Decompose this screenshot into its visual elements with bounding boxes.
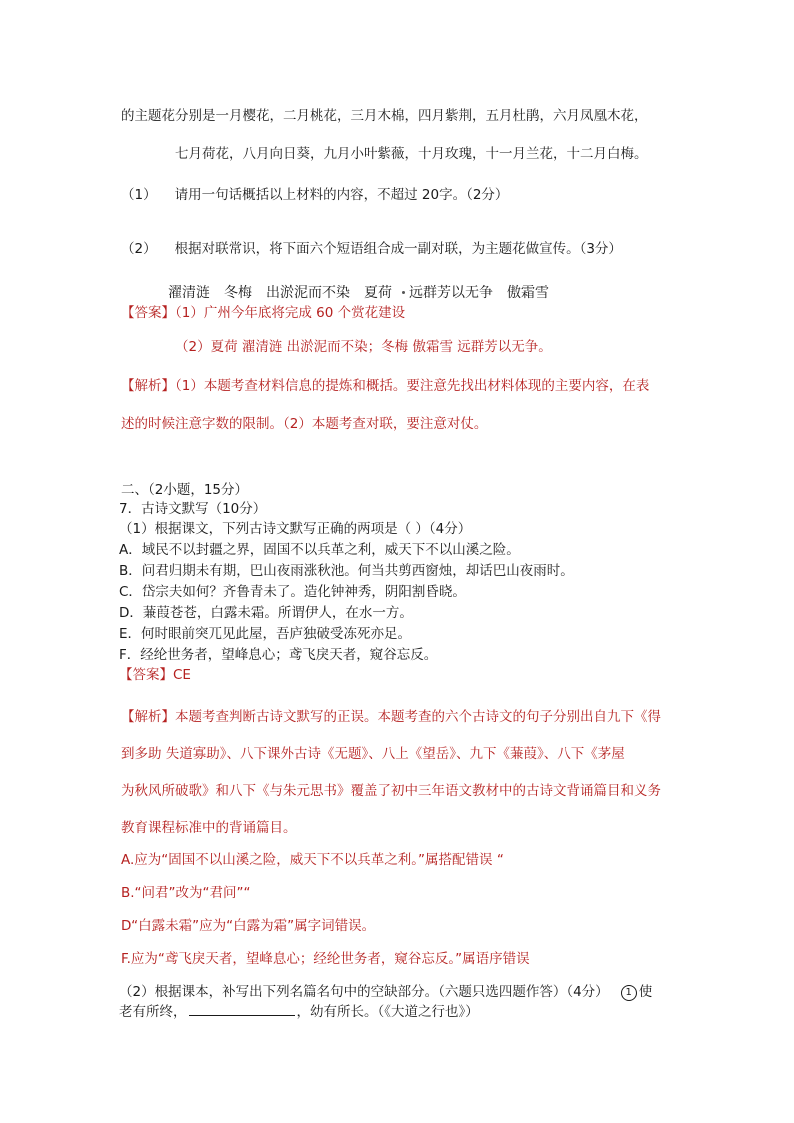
phrase: 夏荷 [364,285,392,301]
analysis-1-text-1: （1）本题考查材料信息的提炼和概括。要注意先找出材料体现的主要内容，在表 [175,378,650,394]
question-7-title: 7．古诗文默写（10分） [119,501,267,517]
question-1-number: （1） [121,187,157,203]
analysis-tag: 【解析】 [121,709,175,725]
analysis-2-line-3: 为秋风所破歌》和八下《与朱元思书》覆盖了初中三年语文教材中的古诗文背诵篇目和义务 [121,783,661,799]
fill-blank-prefix: 老有所终， [119,1004,187,1020]
question-7-2 [119,983,652,1001]
answer-2-value: CE [173,667,191,683]
question-2-number: （2） [121,241,157,257]
couplet-phrases [168,284,549,302]
question-7-2-text: （2）根据课本，补写出下列名篇名句中的空缺部分。（六题只选四题作答）（4分） [119,984,609,1000]
analysis-2-text-1: 本题考查判断古诗文默写的正误。本题考查的六个古诗文的句子分别出自九下《得 [175,709,661,725]
question-7-1: （1）根据课文，下列古诗文默写正确的两项是（ ）（4分） [119,521,472,537]
answer-1-line-2: （2）夏荷 濯清涟 出淤泥而不染；冬梅 傲霜雪 远群芳以无争。 [175,339,552,355]
option-b: B．问君归期未有期，巴山夜雨涨秋池。何当共剪西窗烛，却话巴山夜雨时。 [119,563,574,579]
question-1 [121,186,508,204]
analysis-2-note-f: F.应为“鸢飞戾天者，望峰息心；经纶世务者，窥谷忘反。”属语序错误 [121,951,530,967]
analysis-2-note-a: A.应为“固国不以山溪之险，威天下不以兵革之利。”属搭配错误 “ [121,852,504,868]
question-2-text: 根据对联常识，将下面六个短语组合成一副对联，为主题花做宣传。（3分） [174,241,622,257]
option-a: A．域民不以封疆之界，固国不以兵革之利，威天下不以山溪之险。 [119,542,520,558]
question-7-2-tail: 使 [638,984,653,1000]
question-7-2-line-2 [119,1003,479,1021]
circled-number-icon: 1 [621,985,637,1001]
option-d: D．蒹葭苍苍，白露未霜。所谓伊人，在水一方。 [119,605,413,621]
material-line-2: 七月荷花，八月向日葵，九月小叶紫薇，十月玫瑰，十一月兰花，十二月白梅。 [175,146,648,162]
phrase: 傲霜雪 [507,285,549,301]
analysis-tag: 【解析】 [121,378,175,394]
option-e: E．何时眼前突兀见此屋，吾庐独破受冻死亦足。 [119,626,412,642]
phrase: 出淤泥而不染 [266,285,350,301]
phrase: 远群芳以无争 [409,285,493,301]
answer-1-line-1 [121,304,405,322]
answer-tag: 【答案】 [121,305,175,321]
phrase: 濯清涟 [168,285,210,301]
option-f: F．经纶世务者，望峰息心；鸢飞戾天者，窥谷忘反。 [119,647,438,663]
answer-1-text-1: （1）广州今年底将完成 60 个赏花建设 [175,305,406,321]
phrase: 冬梅 [224,285,252,301]
analysis-1-line-1 [121,377,649,395]
section-2-heading: 二、（2小题，15分） [121,482,249,498]
material-line-1: 的主题花分别是一月樱花，二月桃花，三月木棉，四月紫荆，五月杜鹃，六月凤凰木花， [121,108,648,124]
answer-tag: 【答案】 [119,667,173,683]
analysis-2-line-2: 到多助 失道寡助》、八下课外古诗《无题》、八上《望岳》、九下《蒹葭》、八下《茅屋 [121,746,625,762]
fill-blank-suffix: ，幼有所长。（《大道之行也》） [296,1004,479,1020]
bullet-dot-icon [402,291,405,294]
analysis-1-line-2: 述的时候注意字数的限制。（2）本题考查对联，要注意对仗。 [121,416,488,432]
analysis-2-note-b: B.“问君”改为“君问”“ [121,885,251,901]
question-1-text: 请用一句话概括以上材料的内容，不超过 20字。（2分） [174,187,509,203]
answer-2 [119,666,191,684]
analysis-2-line-4: 教育课程标准中的背诵篇目。 [121,820,297,836]
fill-blank[interactable] [189,1003,295,1016]
question-2 [121,240,622,258]
analysis-2-line-1 [121,708,661,726]
analysis-2-note-d: D“白露未霜”应为“白露为霜”属字词错误。 [121,918,376,934]
option-c: C．岱宗夫如何？齐鲁青未了。造化钟神秀，阴阳割昏晓。 [119,584,466,600]
